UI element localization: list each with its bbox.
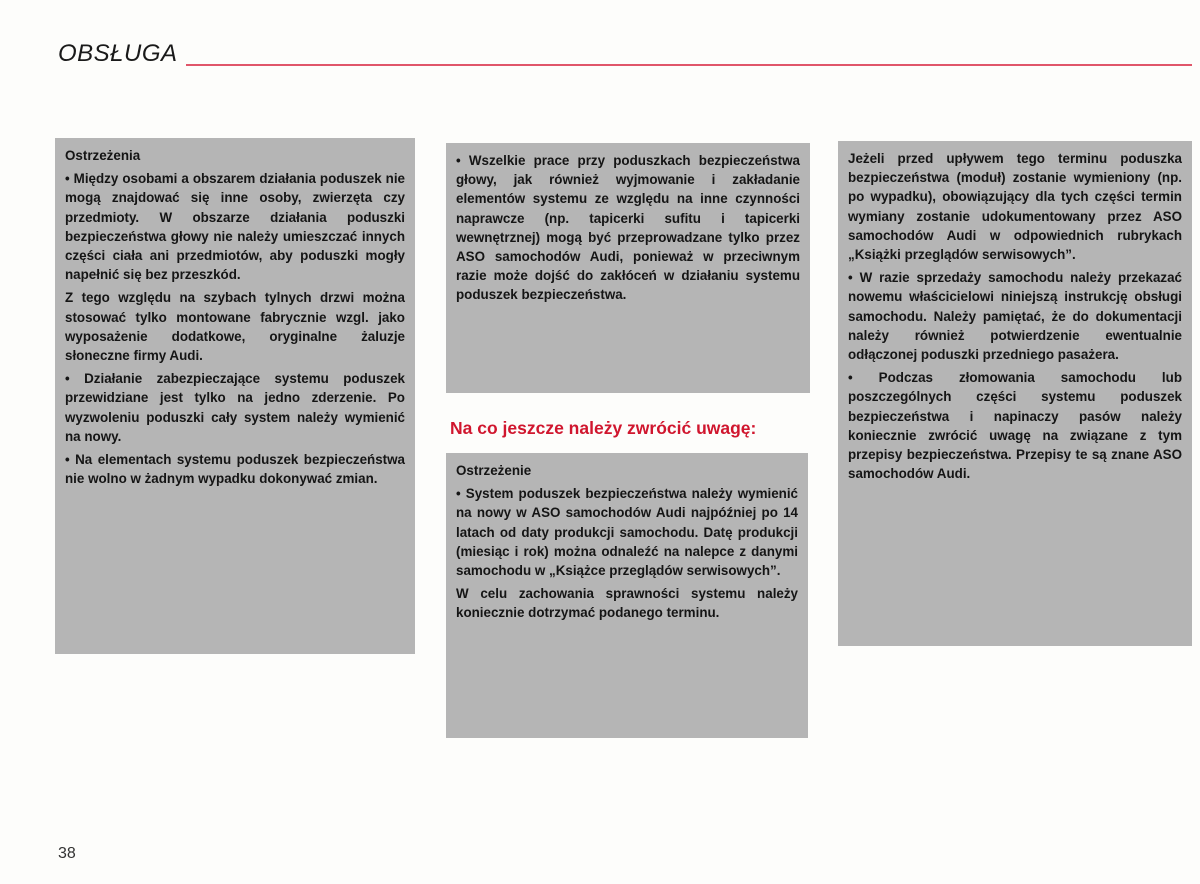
paragraph: • W razie sprzedaży samochodu należy przekazać nowemu właścicielowi niniejszą instrukcję obsługi samochodu. Należy pamiętać, że do dokumentacji należy również potwierdzenie ewentualnie odłączonej poduszki przedniego pasażera.: [848, 270, 1182, 363]
warning-heading: Ostrzeżenia: [65, 148, 141, 163]
section-title: OBSŁUGA: [58, 40, 178, 67]
warning-box-middle-top: [446, 143, 810, 393]
warning-box-right: [838, 141, 1192, 646]
paragraph: • Podczas złomowania samochodu lub poszczególnych części systemu poduszek bezpieczeństwa i napinaczy pasów należy koniecznie zwrócić uwagę na związane z tym przepisy bezpieczeństwa. Przepisy te są znane ASO samochodów Audi.: [848, 370, 1182, 482]
page-number: 38: [58, 845, 76, 862]
paragraph: Z tego względu na szybach tylnych drzwi można stosować tylko montowane fabrycznie wzgl. jako wyposażenie dodatkowe, oryginalne żaluzje słoneczne firmy Audi.: [65, 290, 405, 364]
warning-box-middle-bottom: [446, 453, 808, 738]
paragraph: • Wszelkie prace przy poduszkach bezpieczeństwa głowy, jak również wyjmowanie i zakładanie elementów systemu ze względu na inne czynności naprawcze (np. tapicerki sufitu i tapicerki wewnętrznej) mogą być przeprowadzane tylko przez ASO samochodów Audi, ponieważ w przeciwnym razie może dojść do zakłóceń w działaniu systemu poduszek bezpieczeństwa.: [456, 153, 800, 303]
paragraph: • System poduszek bezpieczeństwa należy wymienić na nowy w ASO samochodów Audi najpóźniej po 14 latach od daty produkcji samochodu. Datę produkcji (miesiąc i rok) można odnaleźć na nalepce z danymi samochodu w „Książce przeglądów serwisowych”.: [456, 486, 798, 579]
paragraph: • Działanie zabezpieczające systemu poduszek przewidziane jest tylko na jedno zderzenie. Po wyzwoleniu poduszki cały system należy wymienić na nowy.: [65, 371, 405, 444]
warning-heading: Ostrzeżenie: [456, 463, 532, 478]
paragraph: Jeżeli przed upływem tego terminu poduszka bezpieczeństwa (moduł) zostanie wymieniony (np. po wypadku), obowiązujący dla tych części termin wymiany zostanie udokumentowany przez ASO samochodów Audi w odpowiednich rubrykach „Książki przeglądów serwisowych”.: [848, 151, 1182, 263]
paragraph: • Na elementach systemu poduszek bezpieczeństwa nie wolno w żadnym wypadku dokonywać zmian.: [65, 452, 405, 487]
subheading: Na co jeszcze należy zwrócić uwagę:: [450, 418, 757, 438]
paragraph: W celu zachowania sprawności systemu należy koniecznie dotrzymać podanego terminu.: [456, 586, 798, 621]
paragraph: • Między osobami a obszarem działania poduszek nie mogą znajdować się inne osoby, zwierzęta czy przedmioty. W obszarze działania poduszki bezpieczeństwa głowy nie należy umieszczać innych części ciała ani przedmiotów, aby poduszki mogły napełnić się bez przeszkód.: [65, 171, 405, 283]
header-rule: [186, 64, 1192, 66]
warning-box-left: [55, 138, 415, 654]
